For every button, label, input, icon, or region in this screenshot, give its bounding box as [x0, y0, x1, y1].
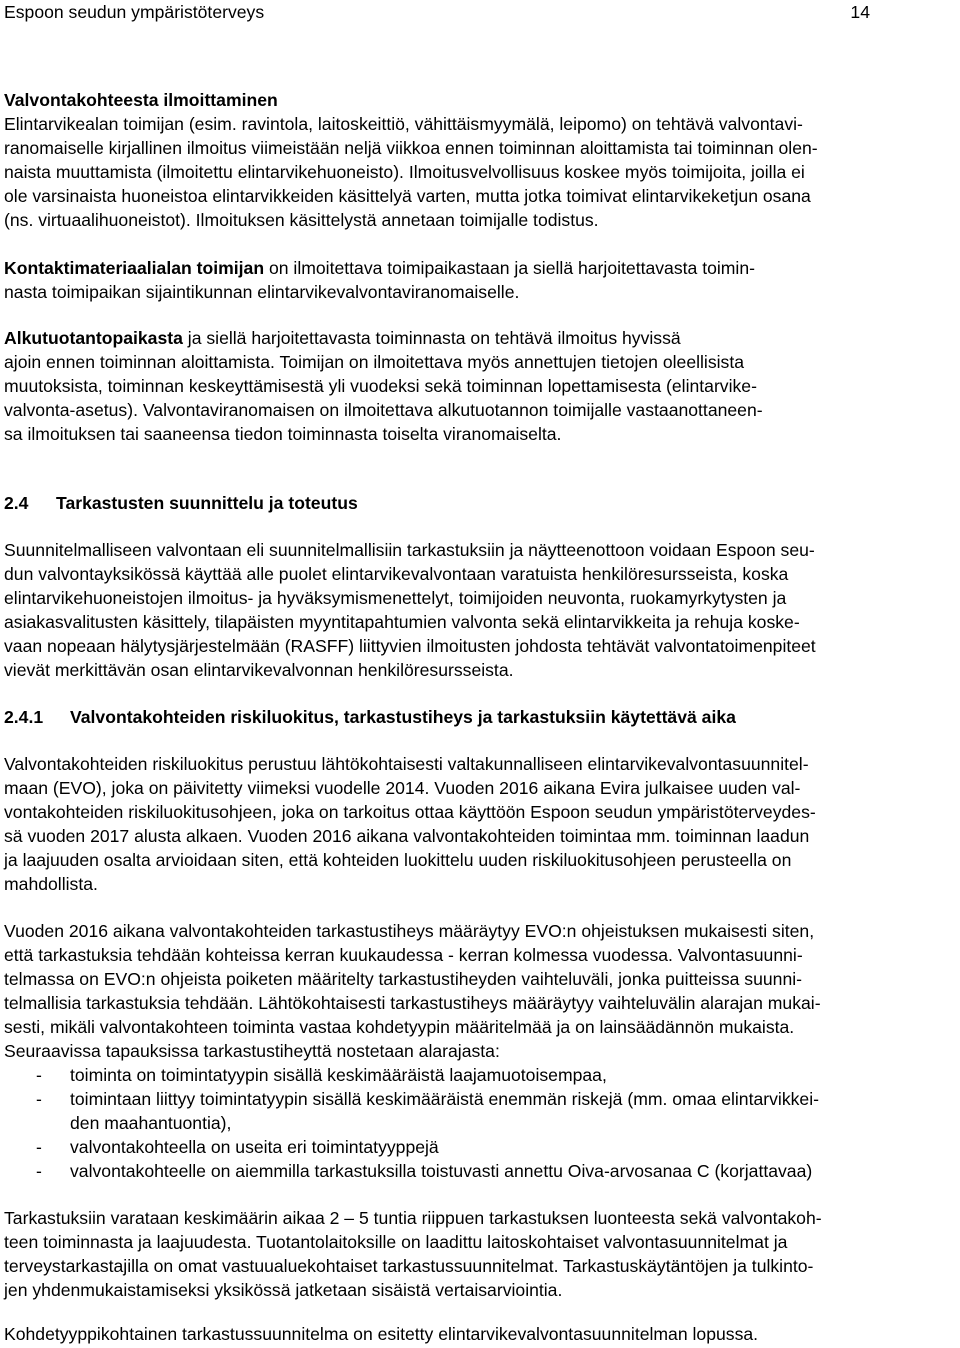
bullet-marker: -: [36, 1089, 42, 1109]
page-header: [4, 0, 870, 24]
bullet-marker: -: [36, 1065, 42, 1085]
bullet-marker: -: [36, 1137, 42, 1157]
text-span: on ilmoitettava toimipaikastaan ja siellä harjoitettavasta toimin-: [264, 258, 755, 278]
text-line: telmallisia tarkastuksia tehdään. Lähtökohtaisesti tarkastustiheys määräytyy vaihteluvälin alarajan mukai-: [4, 993, 821, 1013]
text-line: vievät merkittävän osan elintarvikevalvonnan henkilöresursseista.: [4, 660, 514, 680]
text-line: nasta toimipaikan sijaintikunnan elintarvikevalvontaviranomaiselle.: [4, 282, 520, 302]
paragraph-heading: Valvontakohteesta ilmoittaminen: [4, 90, 278, 110]
list-item: toiminta on toimintatyypin sisällä keskimääräistä laajamuotoisempaa,: [70, 1065, 607, 1085]
list-item: toimintaan liittyy toimintatyypin sisällä keskimääräistä enemmän riskejä (mm. omaa elintarvikkei-: [70, 1089, 819, 1109]
text-line: [4, 326, 681, 350]
text-line: Seuraavissa tapauksissa tarkastustiheyttä nostetaan alarajasta:: [4, 1041, 500, 1061]
text-span: ja siellä harjoitettavasta toiminnasta on tehtävä ilmoitus hyvissä: [182, 328, 681, 348]
text-line: Kohdetyyppikohtainen tarkastussuunnitelma on esitetty elintarvikevalvontasuunnitelman lopussa.: [4, 1324, 759, 1344]
list-item: valvontakohteella on useita eri toimintatyyppejä: [70, 1137, 439, 1157]
bullet-marker: -: [36, 1161, 42, 1181]
text-line: Vuoden 2016 aikana valvontakohteiden tarkastustiheys määräytyy EVO:n ohjeistuksen mukaisesti siten,: [4, 921, 815, 941]
text-line: mahdollista.: [4, 874, 98, 894]
text-line: maan (EVO), joka on päivitetty viimeksi vuodelle 2014. Vuoden 2016 aikana Evira julkaisee uuden val-: [4, 778, 801, 798]
list-item: valvontakohteelle on aiemmilla tarkastuksilla toistuvasti annettu Oiva-arvosanaa C (korjattavaa): [70, 1161, 813, 1181]
text-line: vontakohteiden riskiluokitusohjeen, joka on tarkoitus ottaa käyttöön Espoon seudun ympäristöterveydes-: [4, 802, 816, 822]
text-line: [4, 256, 755, 280]
text-line: Elintarvikealan toimijan (esim. ravintola, laitoskeittiö, vähittäismyymälä, leipomo) on tehtävä valvontavi-: [4, 114, 803, 134]
text-line: telmassa on EVO:n ohjeista poiketen määritelty tarkastustiheyden vaihteluväli, jonka puitteissa suunni-: [4, 969, 803, 989]
text-line: sa ilmoituksen tai saaneensa tiedon toiminnasta toiselta viranomaiselta.: [4, 424, 562, 444]
bold-term: Kontaktimateriaalialan toimijan: [4, 258, 265, 278]
section-heading-2-4: [4, 491, 358, 515]
section-heading-2-4-1: [4, 705, 736, 729]
section-number: 2.4: [4, 493, 29, 513]
section-number: 2.4.1: [4, 707, 44, 727]
text-line: jen yhdenmukaistamiseksi yksikössä jatketaan sisäistä vertaisarviointia.: [4, 1280, 563, 1300]
text-line: vaan nopeaan hälytysjärjestelmään (RASFF) liittyvien ilmoitusten johdosta tehtävät valvontatoimenpiteet: [4, 636, 816, 656]
text-line: Valvontakohteiden riskiluokitus perustuu lähtökohtaisesti valtakunnalliseen elintarvikevalvontasuunnitel-: [4, 754, 809, 774]
text-line: (ns. virtuaalihuoneistot). Ilmoituksen käsittelystä annetaan toimijalle todistus.: [4, 210, 599, 230]
text-line: ole varsinaista huoneistoa elintarvikkeiden käsittelyä varten, mutta jotka toimivat elintarvikeketjun osana: [4, 186, 811, 206]
text-line: teen toiminnasta ja laajuudesta. Tuotantolaitoksille on laadittu laitoskohtaiset valvontasuunnitelmat ja: [4, 1232, 788, 1252]
text-line: Tarkastuksiin varataan keskimäärin aikaa 2 – 5 tuntia riippuen tarkastuksen luonteesta sekä valvontakoh-: [4, 1208, 822, 1228]
text-line: elintarvikehuoneistojen ilmoitus- ja hyväksymismenettelyt, toimijoiden neuvonta, ruokamyrkytysten ja: [4, 588, 787, 608]
section-title: Valvontakohteiden riskiluokitus, tarkastustiheys ja tarkastuksiin käytettävä aika: [70, 707, 736, 727]
text-line: asiakasvalitusten käsittely, tilapäisten myyntitapahtumien valvonta sekä elintarvikkeita ja rehuja koske-: [4, 612, 800, 632]
text-line: terveystarkastajilla on omat vastuualuekohtaiset tarkastussuunnitelmat. Tarkastuskäytäntöjen ja tulkinto-: [4, 1256, 814, 1276]
text-line: ranomaiselle kirjallinen ilmoitus viimeistään neljä viikkoa ennen toiminnan aloittamista tai toiminnan olen-: [4, 138, 818, 158]
bold-term: Alkutuotantopaikasta: [4, 328, 183, 348]
text-line: naista muuttamista (ilmoitettu elintarvikehuoneisto). Ilmoitusvelvollisuus koskee myös toimijoita, joilla ei: [4, 162, 805, 182]
section-title: Tarkastusten suunnittelu ja toteutus: [56, 493, 358, 513]
text-line: dun valvontayksikössä käyttää alle puolet elintarvikevalvontaan varatuista henkilöresursseista, koska: [4, 564, 789, 584]
text-line: ajoin ennen toiminnan aloittamista. Toimijan on ilmoitettava myös annettujen tietojen oleellisista: [4, 352, 745, 372]
text-line: sä vuoden 2017 alusta alkaen. Vuoden 2016 aikana valvontakohteiden toimintaa mm. toiminnan laadun: [4, 826, 810, 846]
text-line: Suunnitelmalliseen valvontaan eli suunnitelmallisiin tarkastuksiin ja näytteenottoon voidaan Espoon seu-: [4, 540, 815, 560]
list-item-continuation: den maahantuontia),: [70, 1113, 232, 1133]
text-line: valvonta-asetus). Valvontaviranomaisen on ilmoitettava alkutuotannon toimijalle vastaanottaneen-: [4, 400, 763, 420]
text-line: sesti, mikäli valvontakohteen toiminta vastaa kohdetyypin määritelmää ja on lainsäädännön mukaista.: [4, 1017, 795, 1037]
page-number: 14: [850, 2, 870, 22]
header-title: Espoon seudun ympäristöterveys: [4, 2, 265, 22]
text-line: muutoksista, toiminnan keskeyttämisestä yli vuodeksi sekä toiminnan lopettamisesta (elintarvike-: [4, 376, 757, 396]
text-line: että tarkastuksia tehdään kohteissa kerran kuukaudessa - kerran kolmessa vuodessa. Valvontasuunni-: [4, 945, 803, 965]
text-line: ja laajuuden osalta arvioidaan siten, että kohteiden luokittelu uuden riskiluokitusohjeen perusteella on: [4, 850, 792, 870]
